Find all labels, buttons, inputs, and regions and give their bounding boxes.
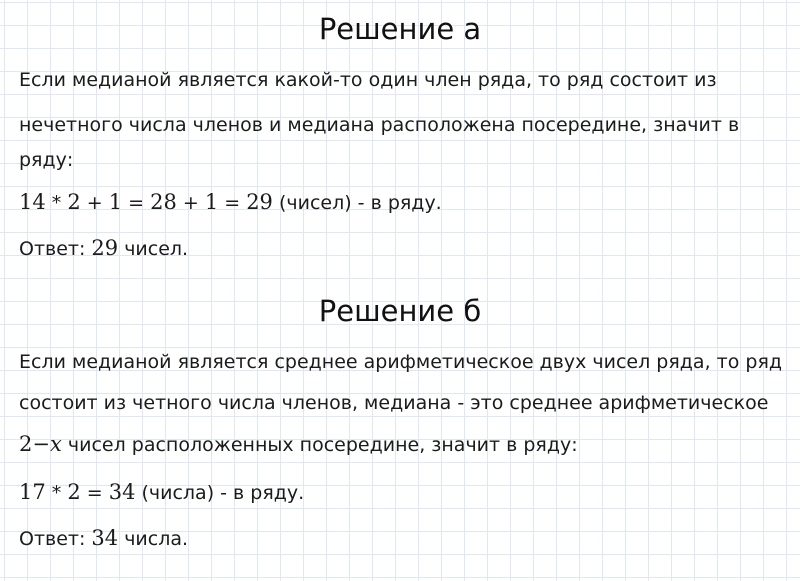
section-a-paragraph-line-2: нечетного числа членов и медиана расположена посередине, значит в xyxy=(19,114,740,136)
formula-number: 28 xyxy=(150,190,177,214)
formula-operator: * xyxy=(45,482,68,504)
formula-operator: + xyxy=(80,192,109,214)
answer-label: Ответ: xyxy=(19,528,92,550)
formula-equals: = xyxy=(218,192,247,214)
answer-unit: чисел. xyxy=(118,238,189,260)
formula-result: 34 xyxy=(108,480,136,504)
paragraph-text: чисел расположенных посередине, значит в ряду: xyxy=(61,434,578,456)
section-b-paragraph-line-3 xyxy=(19,432,578,456)
expression-number: 2 xyxy=(19,432,33,456)
answer-value: 34 xyxy=(91,526,119,550)
expression-minus: − xyxy=(32,432,50,456)
formula-number: 1 xyxy=(108,190,123,214)
section-a-formula xyxy=(19,190,442,214)
section-b-answer xyxy=(19,526,188,550)
formula-equals: = xyxy=(122,192,151,214)
section-b-paragraph-line-1: Если медианой является среднее арифметическое двух чисел ряда, то ряд xyxy=(19,351,783,373)
formula-operator: + xyxy=(176,192,205,214)
formula-tail: (числа) - в ряду. xyxy=(135,482,305,504)
section-a-title: Решение а xyxy=(318,12,482,46)
expression-variable: x xyxy=(49,432,62,456)
formula-number: 1 xyxy=(204,190,219,214)
section-a-answer xyxy=(19,236,188,260)
answer-value: 29 xyxy=(91,236,119,260)
section-b-formula xyxy=(19,480,304,504)
section-a-paragraph-line-3: ряду: xyxy=(19,149,74,171)
answer-label: Ответ: xyxy=(19,238,92,260)
section-b-paragraph-line-2: состоит из четного числа членов, медиана - это среднее арифметическое xyxy=(19,392,769,414)
formula-operator: * xyxy=(45,192,68,214)
formula-result: 29 xyxy=(246,190,273,214)
formula-equals: = xyxy=(80,482,109,504)
section-b-title: Решение б xyxy=(318,294,482,328)
formula-number: 2 xyxy=(67,480,81,504)
formula-number: 2 xyxy=(67,190,81,214)
answer-unit: числа. xyxy=(118,528,189,550)
formula-number: 17 xyxy=(19,480,46,504)
formula-number: 14 xyxy=(19,190,46,214)
formula-tail: (чисел) - в ряду. xyxy=(272,192,442,214)
section-a-paragraph-line-1: Если медианой является какой-то один член ряда, то ряд состоит из xyxy=(19,69,717,91)
